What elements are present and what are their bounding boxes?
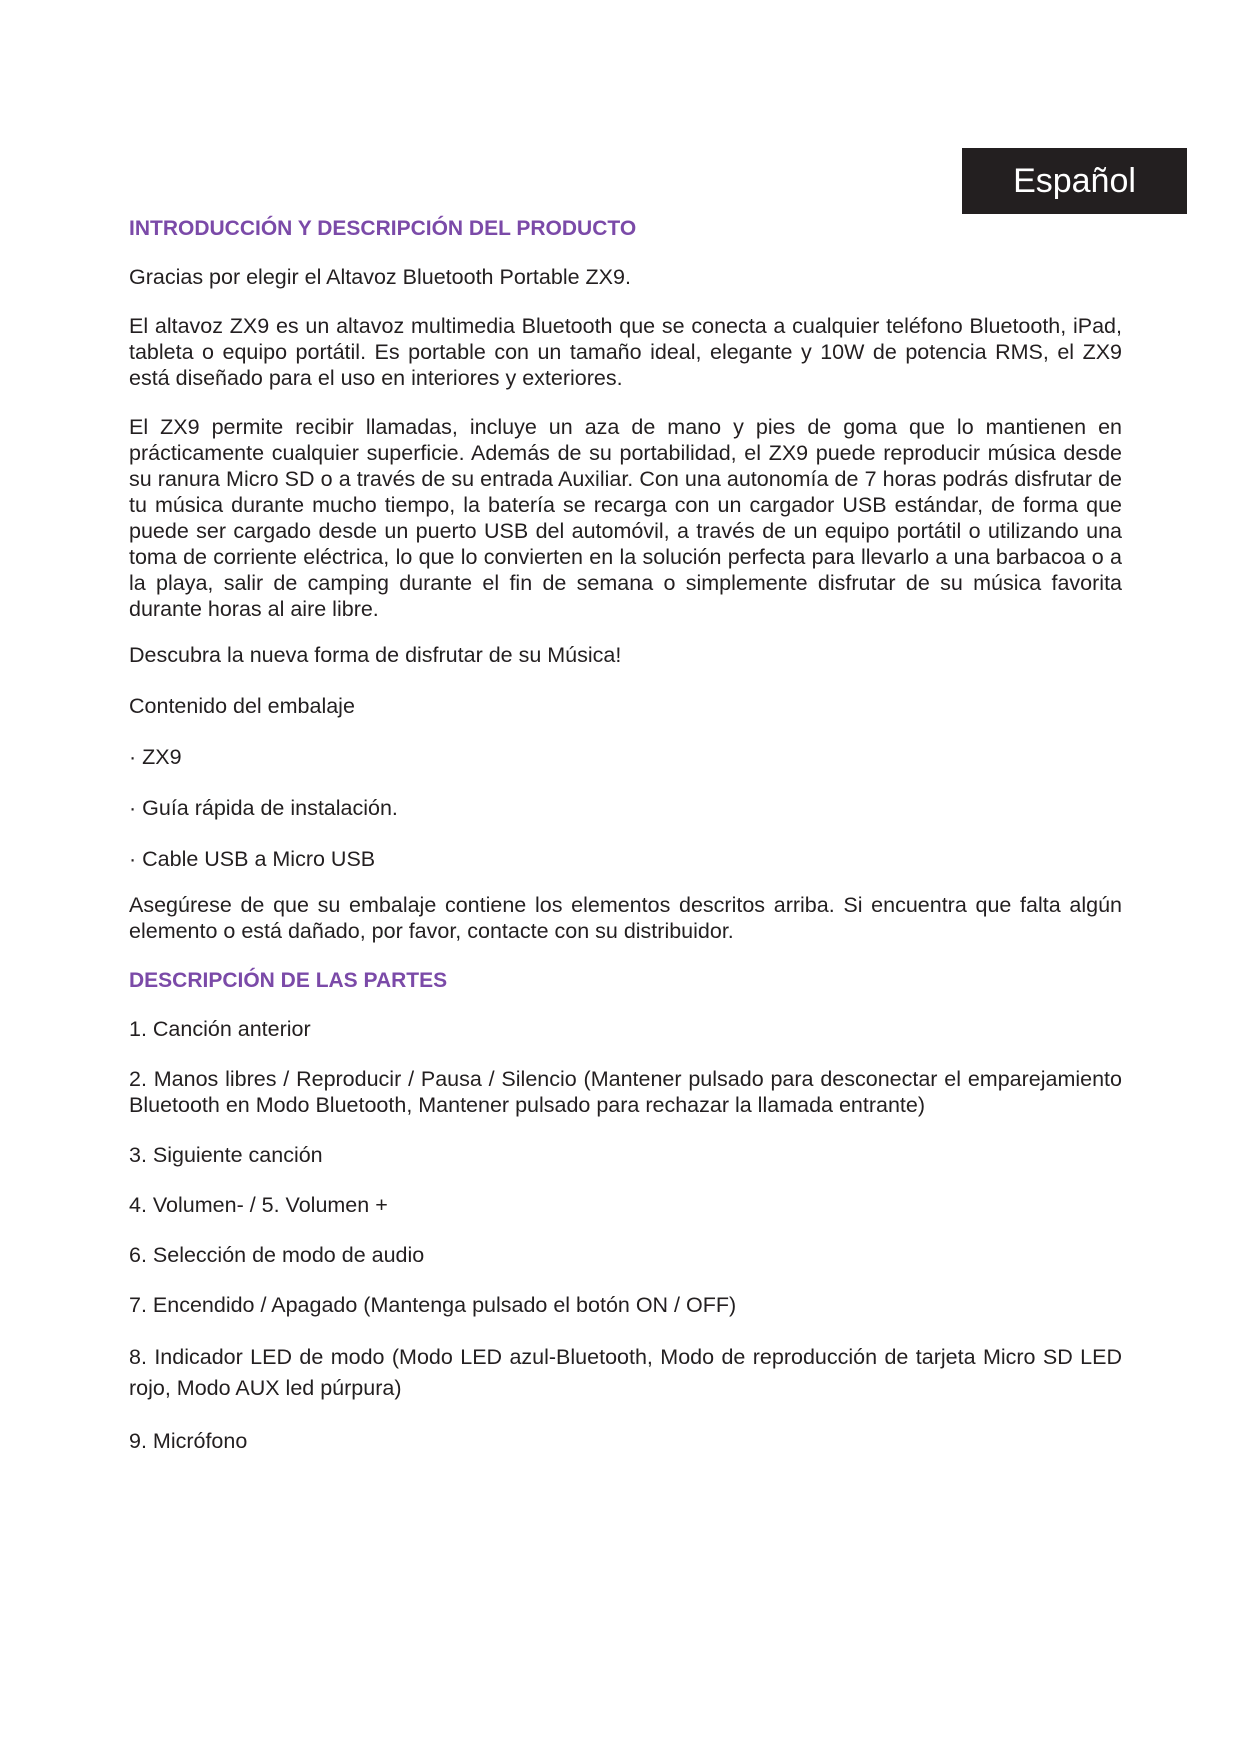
part-item: 2. Manos libres / Reproducir / Pausa / Silencio (Mantener pulsado para desconectar el emparejamiento Bluetooth en Modo Bluetooth, Mantener pulsado para rechazar la llamada entrante): [129, 1067, 1122, 1117]
document-body: [129, 214, 1122, 1454]
intro-discover: Descubra la nueva forma de disfrutar de su Música!: [129, 643, 622, 667]
parts-list: [129, 1016, 1122, 1454]
contents-title: Contenido del embalaje: [129, 694, 355, 718]
contents-item: · Cable USB a Micro USB: [129, 847, 376, 871]
intro-thanks: Gracias por elegir el Altavoz Bluetooth Portable ZX9.: [129, 265, 631, 289]
contents-item: · ZX9: [129, 745, 182, 769]
contents-check-note: Asegúrese de que su embalaje contiene los elementos descritos arriba. Si encuentra que falta algún elemento o está dañado, por favor, contacte con su distribuidor.: [129, 893, 1122, 943]
parts-heading: DESCRIPCIÓN DE LAS PARTES: [129, 969, 448, 992]
intro-heading: INTRODUCCIÓN Y DESCRIPCIÓN DEL PRODUCTO: [129, 217, 637, 240]
part-item: 9. Micrófono: [129, 1429, 248, 1453]
part-item: 7. Encendido / Apagado (Mantenga pulsado el botón ON / OFF): [129, 1293, 737, 1317]
intro-paragraph-1: El altavoz ZX9 es un altavoz multimedia Bluetooth que se conecta a cualquier teléfono Bluetooth, iPad, tableta o equipo portátil. Es portable con un tamaño ideal, elegante y 10W de potencia RMS, el ZX9 está diseñado para el uso en interiores y exteriores.: [129, 314, 1122, 390]
part-item: 3. Siguiente canción: [129, 1143, 323, 1167]
part-item: 8. Indicador LED de modo (Modo LED azul-Bluetooth, Modo de reproducción de tarjeta Micro SD LED rojo, Modo AUX led púrpura): [129, 1345, 1122, 1400]
part-item: 1. Canción anterior: [129, 1017, 311, 1041]
intro-paragraph-2: El ZX9 permite recibir llamadas, incluye un aza de mano y pies de goma que lo mantienen en prácticamente cualquier superficie. Además de su portabilidad, el ZX9 puede reproducir música desde su ranura Micro SD o a través de su entrada Auxiliar. Con una autonomía de 7 horas podrás disfrutar de tu música durante mucho tiempo, la batería se recarga con un cargador USB estándar, de forma que puede ser cargado desde un puerto USB del automóvil, a través de un equipo portátil o utilizando una toma de corriente eléctrica, lo que lo convierten en la solución perfecta para llevarlo a una barbacoa o a la playa, salir de camping durante el fin de semana o simplemente disfrutar de su música favorita durante horas al aire libre.: [129, 415, 1122, 621]
contents-item: · Guía rápida de instalación.: [129, 796, 398, 820]
part-item: 4. Volumen- / 5. Volumen +: [129, 1193, 388, 1217]
part-item: 6. Selección de modo de audio: [129, 1243, 425, 1267]
language-badge: Español: [962, 148, 1187, 214]
